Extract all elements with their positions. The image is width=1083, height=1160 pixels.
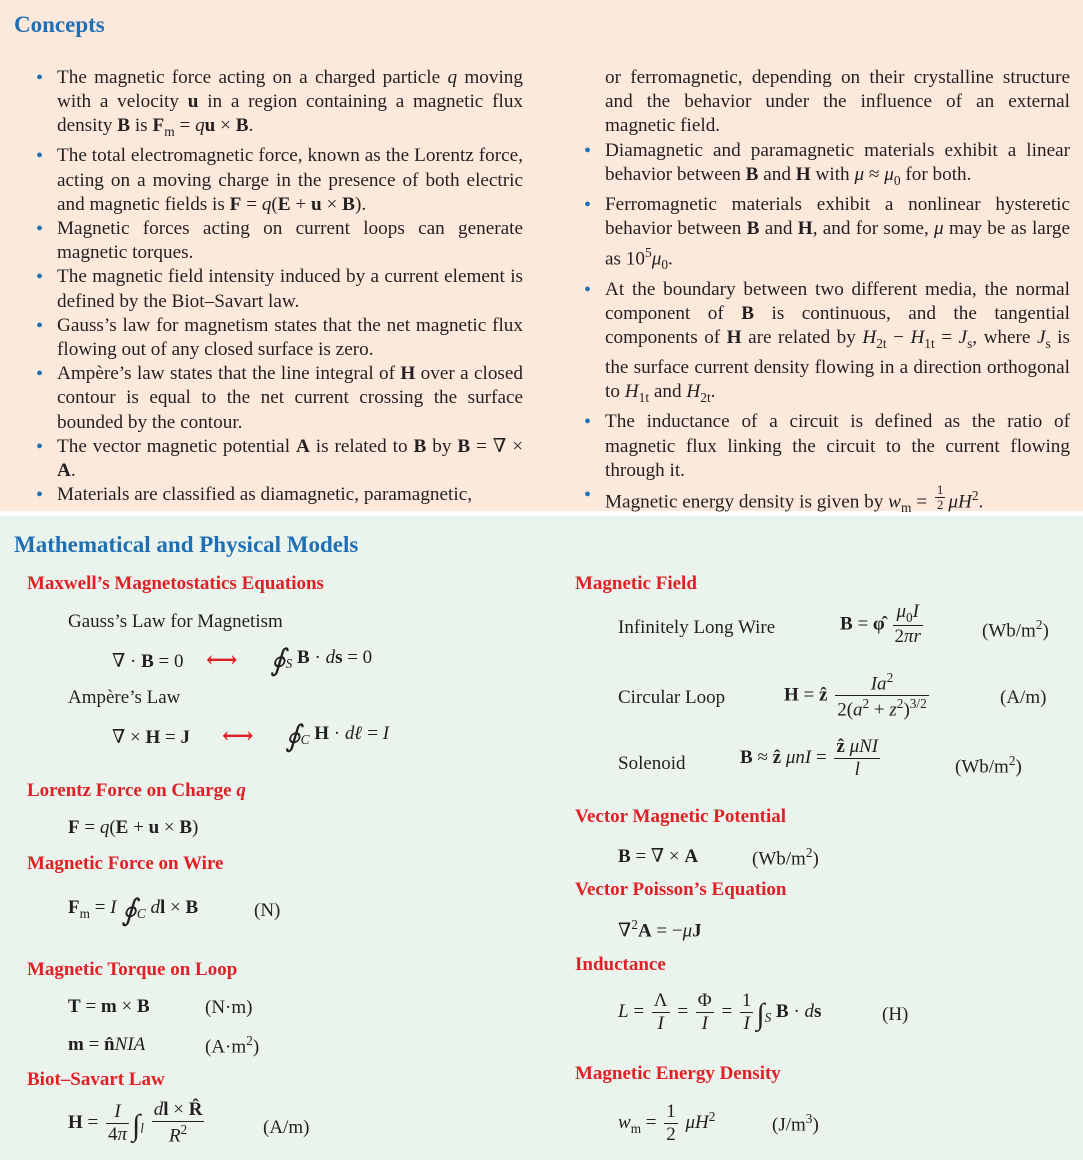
gauss-label: Gauss’s Law for Magnetism (68, 611, 283, 632)
lorentz-eq: F = q(E + u × B) (68, 817, 199, 838)
list-item: • Ferromagnetic materials exhibit a nonlinear hysteretic behavior between B and H, and for some, μ may be as large as $10^5\mu_0$. (584, 193, 1070, 278)
list-item: • Gauss’s law for magnetism states that the net magnetic flux flowing out of any closed surface is zero. (36, 314, 523, 362)
magnetic-field-heading: Magnetic Field (575, 573, 697, 594)
biot-savart-unit: (A/m) (263, 1117, 310, 1138)
concepts-title: Concepts (14, 12, 105, 37)
list-item: • The vector magnetic potential A is related to B by B = ∇ × A. (36, 435, 523, 483)
concepts-left-list (36, 66, 523, 507)
ampere-label: Ampère’s Law (68, 687, 181, 708)
inductance-heading: Inductance (575, 954, 666, 975)
poisson-heading: Vector Poisson’s Equation (575, 879, 787, 900)
biot-savart-heading: Biot–Savart Law (27, 1069, 165, 1090)
biot-savart-eq: H = $\frac{I}{4\pi}$ $\int_l$ $\frac{dl \times R̂}{R^2}$ (68, 1099, 203, 1147)
maxwell-heading: Maxwell’s Magnetostatics Equations (27, 573, 324, 594)
solenoid-unit: $(Wb/m^2)$ (955, 753, 1022, 778)
double-arrow-icon: ⟷ (222, 723, 254, 748)
torque-eq: T = m × B (68, 996, 150, 1017)
ampere-integral-eq: $∮_C$ H · dℓ = I (285, 720, 390, 753)
long-wire-label: Infinitely Long Wire (618, 617, 776, 638)
double-arrow-icon: ⟷ (206, 647, 238, 672)
wire-force-unit: (N) (254, 900, 281, 921)
torque-unit: (N·m) (205, 997, 253, 1018)
gauss-differential-eq: ∇ · B = 0 (112, 651, 184, 672)
torque-heading: Magnetic Torque on Loop (27, 959, 238, 980)
circular-loop-label: Circular Loop (618, 687, 726, 708)
list-item: • The magnetic field intensity induced by a current element is defined by the Biot–Savart law. (36, 265, 523, 313)
concepts-section (0, 0, 1083, 516)
models-section (0, 516, 1083, 1160)
list-item: or ferromagnetic, depending on their crystalline structure and the behavior under the influence of an external magnetic field. (605, 67, 1070, 137)
solenoid-eq: B ≈ ẑ μnI = $\frac{\text{ẑ μNI}}{l}$ (740, 736, 879, 780)
solenoid-label: Solenoid (618, 753, 686, 774)
lorentz-heading: Lorentz Force on Charge q (27, 780, 246, 801)
list-item: • Magnetic forces acting on current loops can generate magnetic torques. (36, 217, 523, 265)
energy-density-eq: $w_m$ = $\frac{1}{2}$ $\mu H^2$ (618, 1101, 716, 1145)
energy-density-unit: $(J/m^3)$ (772, 1111, 819, 1136)
list-item: • Diamagnetic and paramagnetic materials exhibit a linear behavior between B and H with $\mu \approx \mu_0$ for both. (584, 139, 1070, 193)
wire-force-heading: Magnetic Force on Wire (27, 853, 224, 874)
moment-eq: m = n̂NIA (68, 1034, 146, 1055)
inductance-unit: (H) (882, 1004, 909, 1025)
ampere-differential-eq: ∇ × H = J (112, 727, 190, 748)
long-wire-eq: B = φ̂ $\frac{\mu_0I}{2\pi r}$ (840, 601, 921, 648)
list-item: • The total electromagnetic force, known as the Lorentz force, acting on a moving charge in the presence of both electric and magnetic fields is F = q(E + u × B). (36, 144, 523, 217)
list-item: • The magnetic force acting on a charged particle q moving with a velocity u in a region containing a magnetic flux density B is $F_m$ = qu × B. (36, 66, 523, 144)
list-item: • Materials are classified as diamagnetic, paramagnetic, (36, 483, 523, 507)
list-item: • Ampère’s law states that the line integral of H over a closed contour is equal to the net current crossing the surface bounded by the contour. (36, 362, 523, 435)
vector-potential-eq: B = ∇ × A (618, 846, 699, 867)
list-item: • Magnetic energy density is given by $w_m$ = $\frac{1}{2}$ $\mu H^2$. (584, 483, 1070, 520)
moment-unit: $(A\cdot m^2)$ (205, 1033, 260, 1058)
long-wire-unit: $(Wb/m^2)$ (982, 617, 1049, 642)
vector-potential-unit: $(Wb/m^2)$ (752, 845, 819, 870)
concepts-right-list (584, 66, 1070, 520)
poisson-eq: ∇$^2$A = −μJ (618, 917, 702, 942)
list-item: • The inductance of a circuit is defined as the ratio of magnetic flux linking the circuit to the current flowing through it. (584, 410, 1070, 483)
energy-density-heading: Magnetic Energy Density (575, 1063, 781, 1084)
gauss-integral-eq: $∮_S$ B · ds = 0 (270, 644, 373, 677)
circular-loop-unit: (A/m) (1000, 687, 1047, 708)
models-title: Mathematical and Physical Models (14, 532, 359, 557)
wire-force-eq: $F_m = I$ $∮_C$ dl × B (68, 894, 199, 927)
inductance-eq: L = $\frac{\Lambda}{I}$ = $\frac{\Phi}{I}$ = $\frac{1}{I}$ $\int_S$ B · ds (618, 990, 822, 1034)
vector-potential-heading: Vector Magnetic Potential (575, 806, 787, 827)
list-item: • At the boundary between two different media, the normal component of B is continuous, and the tangential components of H are related by $H_{2t} - H_{1t} = J_s$, where $J_s$ is the surface current density flowing in a direction orthogonal to $H_{1t}$ and $H_{2t}$. (584, 278, 1070, 411)
circular-loop-eq: H = ẑ $\frac{Ia^2}{2(a^2 + z^2)^{3/2}}$ (784, 670, 927, 721)
